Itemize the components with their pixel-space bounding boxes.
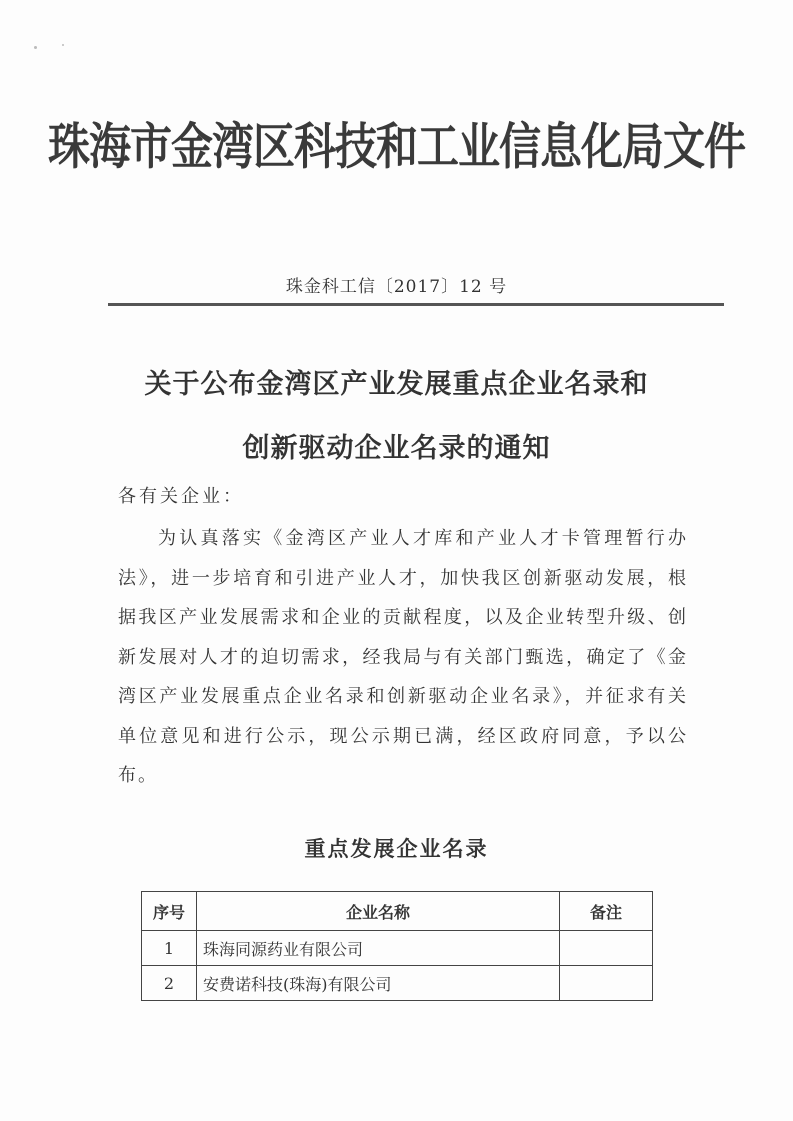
header-separator <box>108 303 724 306</box>
cell-note <box>560 931 653 966</box>
header-seq: 序号 <box>142 892 197 931</box>
cell-seq: 2 <box>142 966 197 1001</box>
document-number: 珠金科工信〔2017〕12 号 <box>285 277 508 297</box>
scan-speck <box>62 44 64 46</box>
notice-title-line-2: 创新驱动企业名录的通知 <box>242 433 551 464</box>
cell-name: 珠海同源药业有限公司 <box>197 931 560 966</box>
scan-speck <box>34 46 37 49</box>
table-row <box>142 966 653 1001</box>
header-note: 备注 <box>560 892 653 931</box>
salutation: 各有关企业： <box>118 486 244 507</box>
cell-note <box>560 966 653 1001</box>
section-title: 重点发展企业名录 <box>304 837 489 861</box>
cell-name: 安费诺科技(珠海)有限公司 <box>197 966 560 1001</box>
company-table <box>141 891 653 1001</box>
cell-seq: 1 <box>142 931 197 966</box>
table-header-row <box>142 892 653 931</box>
body-paragraph: 为认真落实《金湾区产业人才库和产业人才卡管理暂行办法》，进一步培育和引进产业人才，加快我区创新驱动发展，根据我区产业发展需求和企业的贡献程度，以及企业转型升级、创新发展对人才的迫切需求，经我局与有关部门甄选，确定了《金湾区产业发展重点企业名录和创新驱动企业名录》，并征求有关单位意见和进行公示，现公示期已满，经区政府同意，予以公布。 <box>118 528 688 786</box>
notice-title-line-1: 关于公布金湾区产业发展重点企业名录和 <box>144 369 649 400</box>
table-row <box>142 931 653 966</box>
header-name: 企业名称 <box>197 892 560 931</box>
agency-title: 珠海市金湾区科技和工业信息化局文件 <box>47 117 745 176</box>
